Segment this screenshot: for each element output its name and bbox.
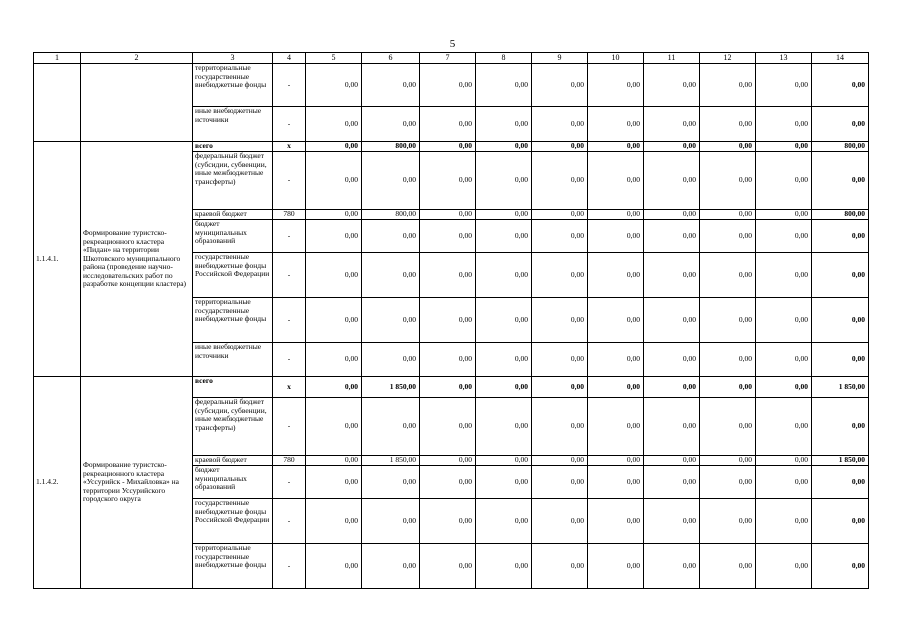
value-cell: 0,00 [532, 466, 588, 499]
funding-source: федеральный бюджет (субсидии, субвенции, иные межбюджетные трансферты) [193, 398, 273, 456]
value-cell: 0,00 [588, 343, 644, 377]
value-cell: 0,00 [420, 499, 476, 544]
code-cell: - [273, 544, 306, 589]
value-cell: 0,00 [362, 499, 420, 544]
header-cell: 3 [193, 53, 273, 64]
value-cell: 0,00 [644, 298, 700, 343]
value-cell: 0,00 [306, 377, 362, 398]
measure-name: Формирование туристско-рекреационного кластера «Уссурийск - Михайловка» на территории Уссурийского городского округа [81, 377, 193, 589]
funding-source: всего [193, 377, 273, 398]
value-cell: 0,00 [306, 142, 362, 152]
value-cell: 0,00 [700, 398, 756, 456]
value-cell: 0,00 [700, 253, 756, 298]
header-cell: 14 [812, 53, 869, 64]
value-cell: 0,00 [644, 377, 700, 398]
table-row [34, 377, 869, 398]
value-cell: 800,00 [362, 210, 420, 220]
value-cell: 0,00 [476, 456, 532, 466]
funding-source: иные внебюджетные источники [193, 343, 273, 377]
value-cell: 0,00 [532, 152, 588, 210]
value-cell: 1 850,00 [362, 377, 420, 398]
value-cell: 0,00 [812, 152, 869, 210]
value-cell: 0,00 [588, 466, 644, 499]
value-cell: 0,00 [588, 152, 644, 210]
page-number: 5 [449, 38, 456, 50]
value-cell: 0,00 [756, 298, 812, 343]
value-cell: 0,00 [420, 343, 476, 377]
code-cell: х [273, 377, 306, 398]
value-cell: 0,00 [756, 152, 812, 210]
header-row [34, 53, 869, 64]
value-cell: 0,00 [476, 142, 532, 152]
value-cell: 0,00 [362, 152, 420, 210]
code-cell: 780 [273, 210, 306, 220]
code-cell: - [273, 64, 306, 107]
value-cell: 0,00 [306, 466, 362, 499]
code-cell: х [273, 142, 306, 152]
value-cell: 0,00 [476, 298, 532, 343]
value-cell: 0,00 [306, 499, 362, 544]
value-cell: 0,00 [644, 210, 700, 220]
value-cell: 0,00 [644, 220, 700, 253]
value-cell: 0,00 [476, 343, 532, 377]
value-cell: 0,00 [756, 253, 812, 298]
measure-name: Формирование туристско-рекреационного кластера «Пидан» на территории Шкотовского муниципального района (проведение научно-исследовательских работ по разработке концепции кластера) [81, 142, 193, 377]
header-cell: 1 [34, 53, 81, 64]
code-cell: - [273, 298, 306, 343]
value-cell: 0,00 [476, 220, 532, 253]
value-cell: 0,00 [756, 456, 812, 466]
funding-source: иные внебюджетные источники [193, 107, 273, 142]
value-cell: 0,00 [588, 499, 644, 544]
table-row [34, 64, 869, 107]
value-cell: 800,00 [362, 142, 420, 152]
value-cell: 0,00 [532, 298, 588, 343]
value-cell: 0,00 [532, 377, 588, 398]
header-cell: 9 [532, 53, 588, 64]
funding-source: краевой бюджет [193, 210, 273, 220]
value-cell: 0,00 [700, 377, 756, 398]
value-cell: 0,00 [644, 466, 700, 499]
value-cell: 0,00 [812, 343, 869, 377]
value-cell: 0,00 [756, 343, 812, 377]
value-cell: 0,00 [306, 210, 362, 220]
value-cell: 0,00 [700, 220, 756, 253]
number-cell-empty [34, 64, 81, 142]
value-cell: 0,00 [306, 456, 362, 466]
funding-source: бюджет муниципальных образований [193, 220, 273, 253]
value-cell: 0,00 [644, 499, 700, 544]
value-cell: 0,00 [756, 220, 812, 253]
value-cell: 0,00 [756, 377, 812, 398]
value-cell: 0,00 [812, 220, 869, 253]
header-cell: 8 [476, 53, 532, 64]
value-cell: 0,00 [420, 398, 476, 456]
value-cell: 0,00 [532, 544, 588, 589]
value-cell: 0,00 [756, 142, 812, 152]
header-cell: 10 [588, 53, 644, 64]
value-cell: 0,00 [644, 456, 700, 466]
header-cell: 11 [644, 53, 700, 64]
value-cell: 0,00 [644, 107, 700, 142]
value-cell: 1 850,00 [362, 456, 420, 466]
code-cell: - [273, 152, 306, 210]
table-row [34, 142, 869, 152]
code-cell: - [273, 398, 306, 456]
value-cell: 0,00 [588, 64, 644, 107]
value-cell: 0,00 [476, 107, 532, 142]
value-cell: 0,00 [306, 107, 362, 142]
code-cell: - [273, 220, 306, 253]
value-cell: 0,00 [644, 343, 700, 377]
value-cell: 0,00 [306, 544, 362, 589]
header-cell: 5 [306, 53, 362, 64]
value-cell: 0,00 [306, 152, 362, 210]
value-cell: 0,00 [476, 499, 532, 544]
value-cell: 0,00 [588, 398, 644, 456]
table-body [34, 53, 869, 589]
value-cell: 0,00 [588, 544, 644, 589]
value-cell: 0,00 [476, 64, 532, 107]
value-cell: 0,00 [532, 142, 588, 152]
code-cell: 780 [273, 456, 306, 466]
value-cell: 0,00 [420, 456, 476, 466]
value-cell: 0,00 [756, 466, 812, 499]
code-cell: - [273, 107, 306, 142]
value-cell: 0,00 [532, 499, 588, 544]
value-cell: 0,00 [420, 466, 476, 499]
value-cell: 0,00 [700, 343, 756, 377]
value-cell: 0,00 [362, 398, 420, 456]
funding-source: государственные внебюджетные фонды Российской Федерации [193, 499, 273, 544]
value-cell: 0,00 [756, 544, 812, 589]
value-cell: 0,00 [420, 544, 476, 589]
value-cell: 0,00 [644, 544, 700, 589]
value-cell: 0,00 [476, 377, 532, 398]
value-cell: 0,00 [476, 253, 532, 298]
header-cell: 2 [81, 53, 193, 64]
value-cell: 0,00 [420, 142, 476, 152]
value-cell: 0,00 [420, 298, 476, 343]
value-cell: 0,00 [306, 398, 362, 456]
value-cell: 0,00 [306, 253, 362, 298]
value-cell: 0,00 [644, 142, 700, 152]
value-cell: 0,00 [588, 377, 644, 398]
value-cell: 0,00 [362, 544, 420, 589]
funding-source: бюджет муниципальных образований [193, 466, 273, 499]
value-cell: 0,00 [420, 107, 476, 142]
value-cell: 0,00 [700, 64, 756, 107]
value-cell: 0,00 [700, 298, 756, 343]
value-cell: 0,00 [532, 64, 588, 107]
value-cell: 0,00 [756, 398, 812, 456]
value-cell: 800,00 [812, 210, 869, 220]
value-cell: 0,00 [812, 466, 869, 499]
value-cell: 0,00 [532, 107, 588, 142]
code-cell: - [273, 343, 306, 377]
value-cell: 0,00 [362, 220, 420, 253]
value-cell: 0,00 [700, 142, 756, 152]
funding-source: федеральный бюджет (субсидии, субвенции, иные межбюджетные трансферты) [193, 152, 273, 210]
value-cell: 0,00 [588, 142, 644, 152]
header-cell: 12 [700, 53, 756, 64]
funding-source: краевой бюджет [193, 456, 273, 466]
value-cell: 0,00 [420, 377, 476, 398]
value-cell: 0,00 [476, 152, 532, 210]
value-cell: 0,00 [700, 107, 756, 142]
value-cell: 0,00 [532, 343, 588, 377]
name-cell-empty [81, 64, 193, 142]
code-cell: - [273, 253, 306, 298]
value-cell: 0,00 [532, 210, 588, 220]
value-cell: 0,00 [476, 210, 532, 220]
header-cell: 4 [273, 53, 306, 64]
header-cell: 6 [362, 53, 420, 64]
value-cell: 0,00 [420, 64, 476, 107]
value-cell: 0,00 [532, 253, 588, 298]
value-cell: 0,00 [700, 152, 756, 210]
value-cell: 0,00 [588, 298, 644, 343]
value-cell: 0,00 [700, 499, 756, 544]
funding-source: территориальные государственные внебюджетные фонды [193, 544, 273, 589]
value-cell: 1 850,00 [812, 456, 869, 466]
funding-source: территориальные государственные внебюджетные фонды [193, 64, 273, 107]
value-cell: 0,00 [306, 298, 362, 343]
budget-table [33, 52, 869, 589]
value-cell: 0,00 [644, 64, 700, 107]
value-cell: 0,00 [362, 343, 420, 377]
value-cell: 0,00 [756, 499, 812, 544]
measure-number: 1.1.4.2. [34, 377, 81, 589]
value-cell: 0,00 [756, 64, 812, 107]
value-cell: 0,00 [700, 466, 756, 499]
value-cell: 800,00 [812, 142, 869, 152]
value-cell: 0,00 [812, 298, 869, 343]
value-cell: 0,00 [362, 298, 420, 343]
value-cell: 0,00 [532, 220, 588, 253]
value-cell: 0,00 [756, 210, 812, 220]
value-cell: 0,00 [362, 107, 420, 142]
value-cell: 0,00 [700, 210, 756, 220]
value-cell: 0,00 [588, 253, 644, 298]
value-cell: 0,00 [812, 544, 869, 589]
value-cell: 0,00 [476, 544, 532, 589]
measure-number: 1.1.4.1. [34, 142, 81, 377]
value-cell: 0,00 [476, 466, 532, 499]
value-cell: 0,00 [812, 253, 869, 298]
value-cell: 0,00 [420, 152, 476, 210]
value-cell: 0,00 [588, 107, 644, 142]
value-cell: 0,00 [306, 220, 362, 253]
funding-source: государственные внебюджетные фонды Российской Федерации [193, 253, 273, 298]
value-cell: 0,00 [644, 398, 700, 456]
value-cell: 1 850,00 [812, 377, 869, 398]
value-cell: 0,00 [306, 64, 362, 107]
value-cell: 0,00 [588, 210, 644, 220]
value-cell: 0,00 [362, 466, 420, 499]
value-cell: 0,00 [644, 152, 700, 210]
value-cell: 0,00 [420, 253, 476, 298]
value-cell: 0,00 [476, 398, 532, 456]
code-cell: - [273, 466, 306, 499]
header-cell: 7 [420, 53, 476, 64]
header-cell: 13 [756, 53, 812, 64]
value-cell: 0,00 [362, 64, 420, 107]
value-cell: 0,00 [420, 220, 476, 253]
value-cell: 0,00 [306, 343, 362, 377]
value-cell: 0,00 [532, 456, 588, 466]
value-cell: 0,00 [756, 107, 812, 142]
value-cell: 0,00 [812, 64, 869, 107]
value-cell: 0,00 [700, 456, 756, 466]
value-cell: 0,00 [812, 499, 869, 544]
funding-source: территориальные государственные внебюджетные фонды [193, 298, 273, 343]
value-cell: 0,00 [700, 544, 756, 589]
value-cell: 0,00 [588, 220, 644, 253]
value-cell: 0,00 [812, 398, 869, 456]
code-cell: - [273, 499, 306, 544]
value-cell: 0,00 [420, 210, 476, 220]
value-cell: 0,00 [532, 398, 588, 456]
value-cell: 0,00 [644, 253, 700, 298]
value-cell: 0,00 [362, 253, 420, 298]
funding-source: всего [193, 142, 273, 152]
value-cell: 0,00 [812, 107, 869, 142]
value-cell: 0,00 [588, 456, 644, 466]
